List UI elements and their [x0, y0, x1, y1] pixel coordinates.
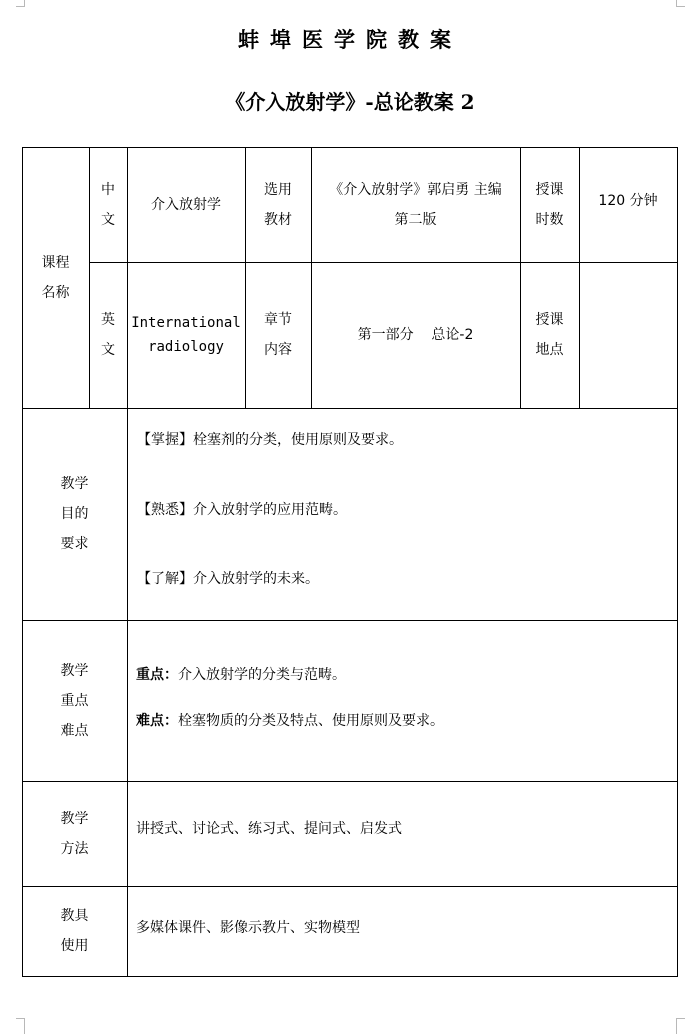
hours-value: 120 分钟 [598, 193, 658, 209]
english-course-name: International radiology [131, 315, 241, 355]
goals-label: 教学 目的 要求 [60, 476, 89, 552]
chapter-value: 第一部分 总论-2 [357, 327, 474, 343]
chinese-course-name: 介入放射学 [151, 196, 221, 213]
textbook-value: 《介入放射学》郭启勇 主编 第二版 [329, 181, 502, 228]
tools-label: 教具 使用 [60, 908, 89, 954]
chinese-label: 中 文 [101, 181, 115, 228]
corner-mark-top-right [676, 0, 685, 7]
goal-master: 【掌握】栓塞剂的分类，使用原则及要求。 [137, 432, 403, 448]
method-label: 教学 方法 [60, 810, 89, 857]
key-point: 重点：介入放射学的分类与范畴。 [136, 667, 346, 683]
course-name-label: 课程 名称 [41, 254, 70, 301]
chapter-label: 章节 内容 [264, 312, 292, 358]
difficult-point: 难点：栓塞物质的分类及特点、使用原则及要求。 [136, 713, 444, 729]
corner-mark-bottom-left [16, 1018, 25, 1034]
hours-label: 授课 时数 [535, 181, 564, 228]
corner-mark-bottom-right [676, 1018, 685, 1034]
place-value [579, 262, 677, 408]
key-points-content [127, 620, 677, 781]
goal-familiar: 【熟悉】介入放射学的应用范畴。 [137, 502, 347, 518]
tools-value: 多媒体课件、影像示教片、实物模型 [136, 920, 360, 936]
textbook-label: 选用 教材 [264, 181, 292, 228]
course-title: 《介入放射学》-总论教案 2 [225, 90, 475, 114]
goal-understand: 【了解】介入放射学的未来。 [137, 571, 319, 587]
english-label: 英 文 [101, 312, 115, 358]
college-title: 蚌埠医学院教案 [238, 27, 462, 52]
key-points-label: 教学 重点 难点 [60, 662, 89, 739]
place-label: 授课 地点 [535, 312, 564, 358]
corner-mark-top-left [16, 0, 25, 7]
method-value: 讲授式、讨论式、练习式、提问式、启发式 [136, 820, 402, 837]
goals-content [127, 408, 677, 620]
